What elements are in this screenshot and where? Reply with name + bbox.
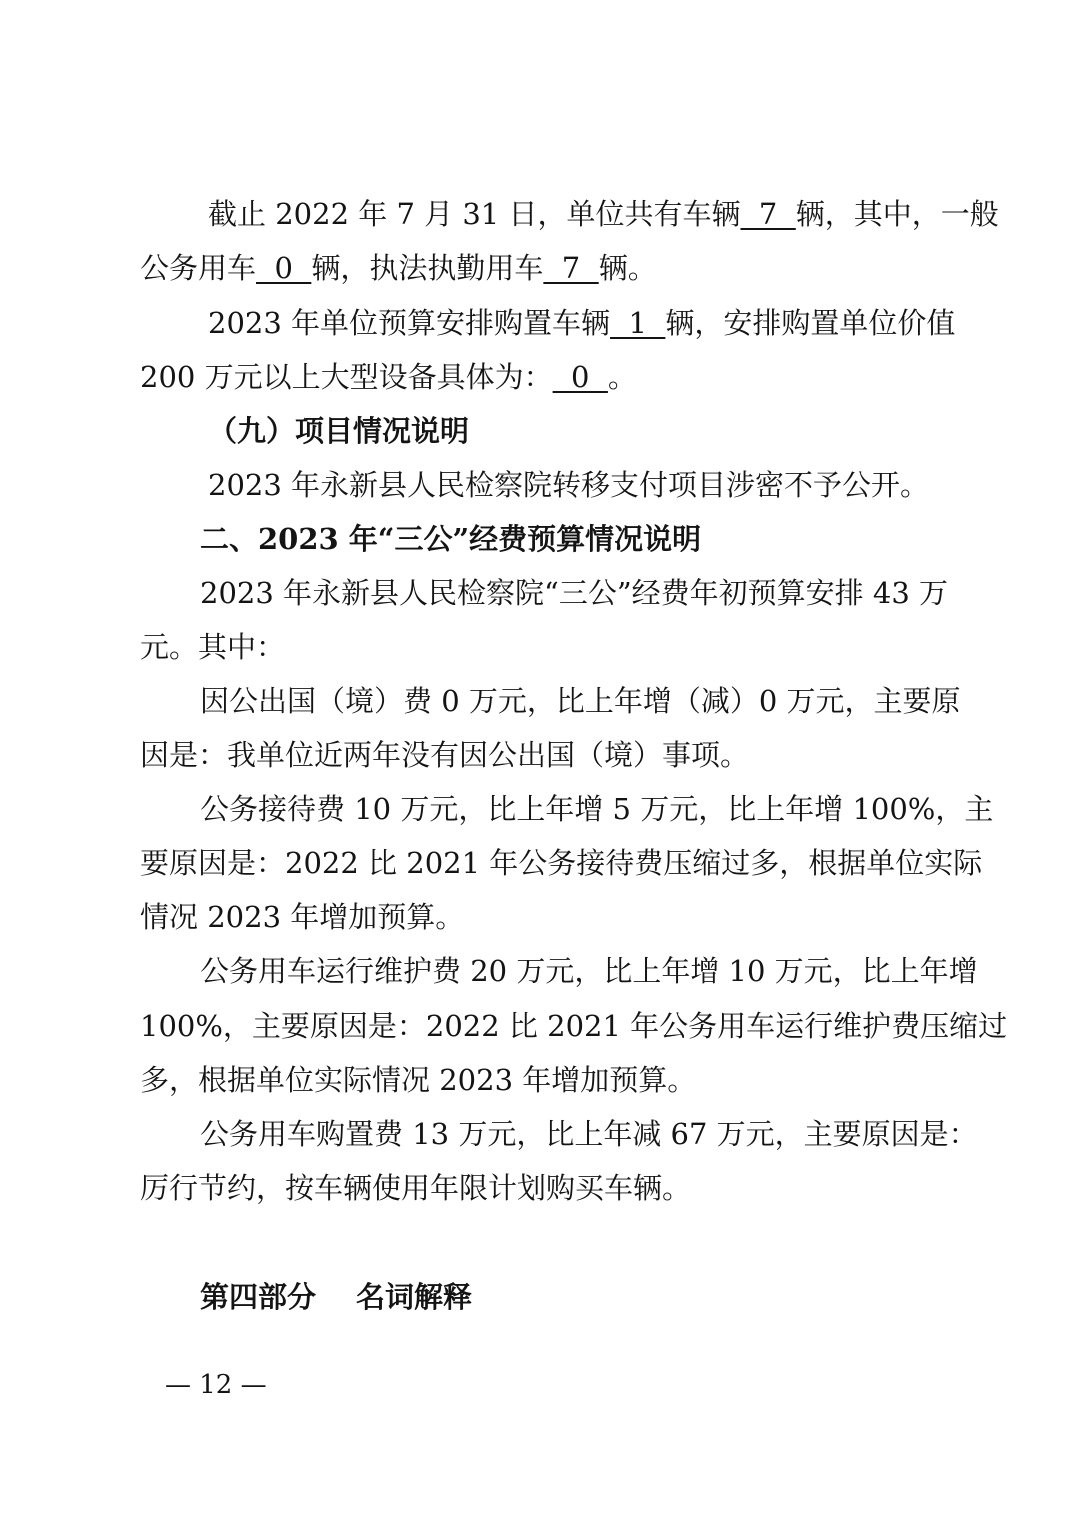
text-span: 2023 年单位预算安排购置车辆 bbox=[208, 306, 611, 340]
section2-heading: 二、2023 年“三公”经费预算情况说明 bbox=[200, 522, 702, 556]
text-span: 辆，执法执勤用车 bbox=[311, 251, 544, 285]
part4-heading bbox=[200, 1277, 1000, 1317]
paragraph-line: 元。其中： bbox=[140, 630, 286, 664]
part4-label: 第四部分 bbox=[200, 1280, 317, 1314]
paragraph-line: 因是：我单位近两年没有因公出国（境）事项。 bbox=[140, 738, 750, 772]
text-span: 辆。 bbox=[598, 251, 657, 285]
paragraph-line: 公务用车购置费 13 万元，比上年减 67 万元，主要原因是： bbox=[200, 1117, 978, 1151]
purchase-line-1 bbox=[208, 303, 1008, 343]
page-number: — 12 — bbox=[165, 1370, 267, 1400]
purchase-count-value: 1 bbox=[610, 306, 666, 340]
text-span: 辆，其中，一般 bbox=[795, 197, 999, 231]
text-span: 公务用车 bbox=[140, 251, 257, 285]
part4-title: 名词解释 bbox=[356, 1280, 473, 1314]
text-span: 200 万元以上大型设备具体为： bbox=[140, 360, 553, 394]
law-vehicle-value: 7 bbox=[543, 251, 599, 285]
general-vehicle-value: 0 bbox=[256, 251, 312, 285]
section9-heading: （九）项目情况说明 bbox=[208, 414, 470, 448]
text-span: 辆，安排购置单位价值 bbox=[665, 306, 956, 340]
vehicles-line-1 bbox=[208, 194, 1008, 234]
text-span: 。 bbox=[607, 360, 637, 394]
paragraph-line: 公务用车运行维护费 20 万元，比上年增 10 万元，比上年增 bbox=[200, 954, 978, 988]
purchase-line-2 bbox=[140, 357, 940, 397]
paragraph-line: 因公出国（境）费 0 万元，比上年增（减）0 万元，主要原 bbox=[200, 684, 961, 718]
vehicles-line-2 bbox=[140, 248, 940, 288]
vehicle-total-value: 7 bbox=[740, 197, 796, 231]
paragraph-line: 2023 年永新县人民检察院“三公”经费年初预算安排 43 万 bbox=[200, 576, 949, 610]
paragraph-line: 要原因是：2022 比 2021 年公务接待费压缩过多，根据单位实际 bbox=[140, 846, 983, 880]
text-span: 截止 2022 年 7 月 31 日，单位共有车辆 bbox=[208, 197, 741, 231]
paragraph-line: 公务接待费 10 万元，比上年增 5 万元，比上年增 100%，主 bbox=[200, 792, 994, 826]
paragraph-line: 多，根据单位实际情况 2023 年增加预算。 bbox=[140, 1063, 697, 1097]
equipment-value: 0 bbox=[552, 360, 608, 394]
paragraph-line: 100%，主要原因是：2022 比 2021 年公务用车运行维护费压缩过 bbox=[140, 1009, 1008, 1043]
section9-text: 2023 年永新县人民检察院转移支付项目涉密不予公开。 bbox=[208, 468, 930, 502]
paragraph-line: 情况 2023 年增加预算。 bbox=[140, 900, 465, 934]
paragraph-line: 厉行节约，按车辆使用年限计划购买车辆。 bbox=[140, 1171, 692, 1205]
